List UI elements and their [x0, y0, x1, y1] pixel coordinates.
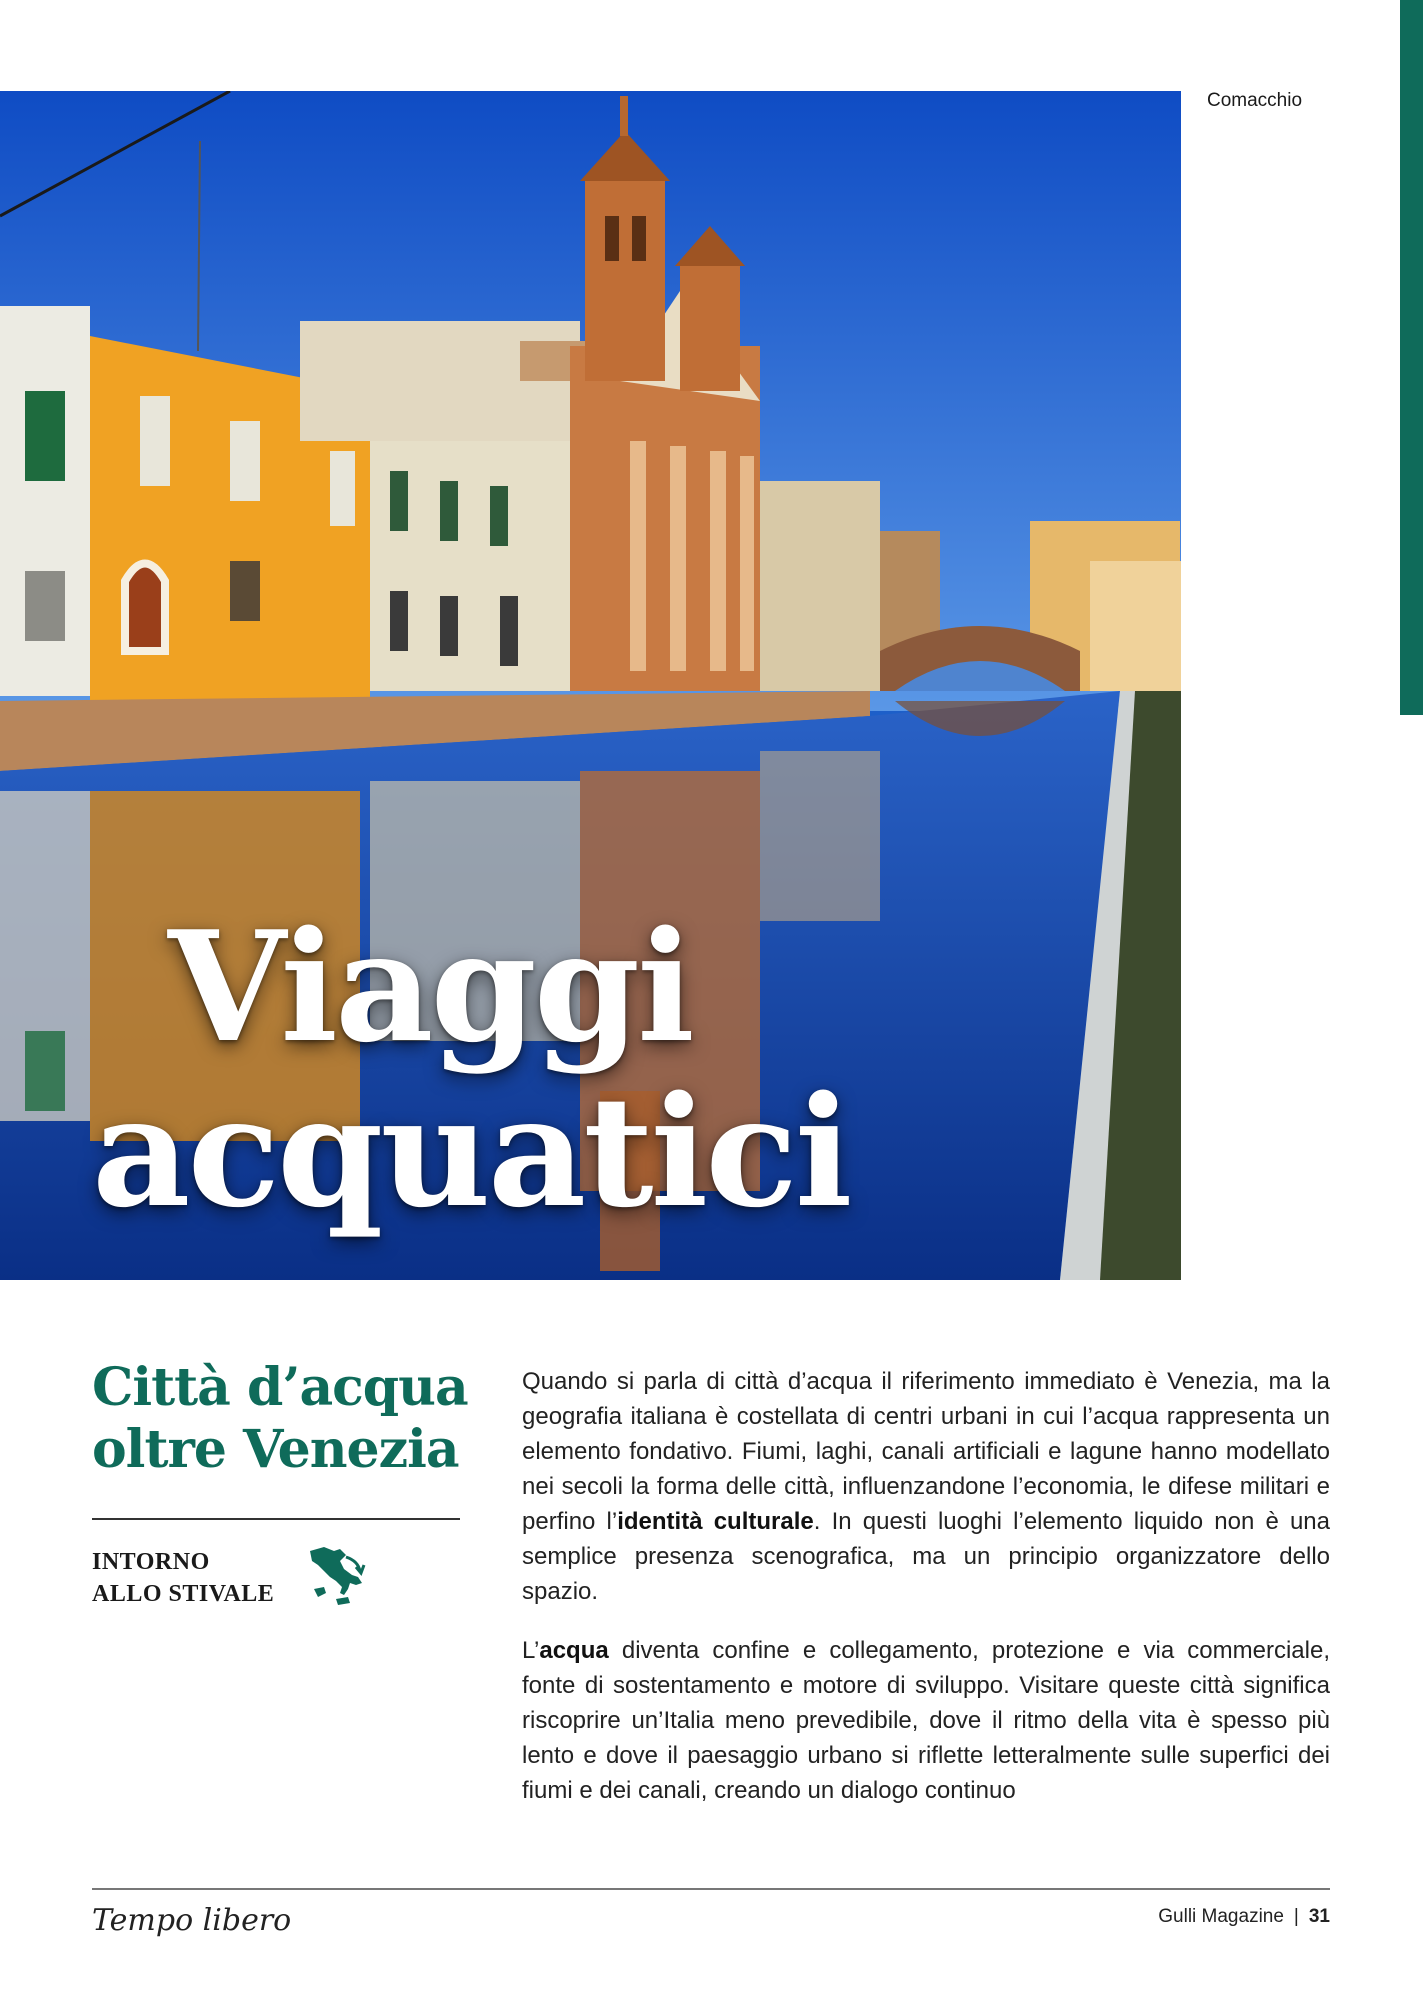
accent-side-bar [1400, 0, 1423, 715]
section-title-line-1: Città d’acqua [92, 1357, 468, 1418]
column-tag-line-1: INTORNO [92, 1549, 210, 1575]
footer-separator: | [1293, 1906, 1299, 1927]
hero-title-line-2: acquatici [92, 1062, 850, 1241]
footer-section-name: Tempo libero [92, 1903, 292, 1938]
column-tag [92, 1546, 274, 1610]
footer-page-info [1158, 1906, 1330, 1928]
column-tag-line-2: ALLO STIVALE [92, 1581, 275, 1607]
article-body [522, 1364, 1330, 1832]
footer-magazine-name: Gulli Magazine [1158, 1906, 1284, 1927]
footer-page-number: 31 [1308, 1906, 1330, 1927]
hero-photo [0, 91, 1181, 1280]
footer-divider [92, 1888, 1330, 1890]
highlight-identita-culturale: identità culturale [617, 1508, 814, 1535]
hero-title-line-1: Viaggi [168, 897, 692, 1076]
section-title [92, 1357, 492, 1481]
article-paragraph-2: L’acqua diventa confine e collegamento, protezione e via commerciale, fonte di sostentamento e motore di sviluppo. Visitare queste città significa riscoprire un’Italia meno prevedibile, dove il ritmo della vita è spesso più lento e dove il paesaggio urbano si riflette letteralmente sulle superfici dei fiumi e dei canali, creando un dialogo continuo [522, 1637, 1330, 1804]
italy-map-icon [300, 1543, 368, 1609]
section-divider [92, 1518, 460, 1520]
highlight-acqua: acqua [539, 1637, 609, 1664]
section-title-line-2: oltre Venezia [92, 1419, 459, 1480]
article-paragraph-1: Quando si parla di città d’acqua il riferimento immediato è Venezia, ma la geografia italiana è costellata di centri urbani in cui l’acqua rappresenta un elemento fondativo. Fiumi, laghi, canali artificiali e lagune hanno modellato nei secoli la forma delle città, influenzandone l’economia, le difese militari e perfino l’identità culturale. In questi luoghi l’elemento liquido non è una semplice presenza scenografica, ma un principio organizzatore dello spazio. [522, 1368, 1331, 1605]
hero-photo-illustration [0, 91, 1181, 1280]
photo-caption: Comacchio [1207, 90, 1303, 111]
